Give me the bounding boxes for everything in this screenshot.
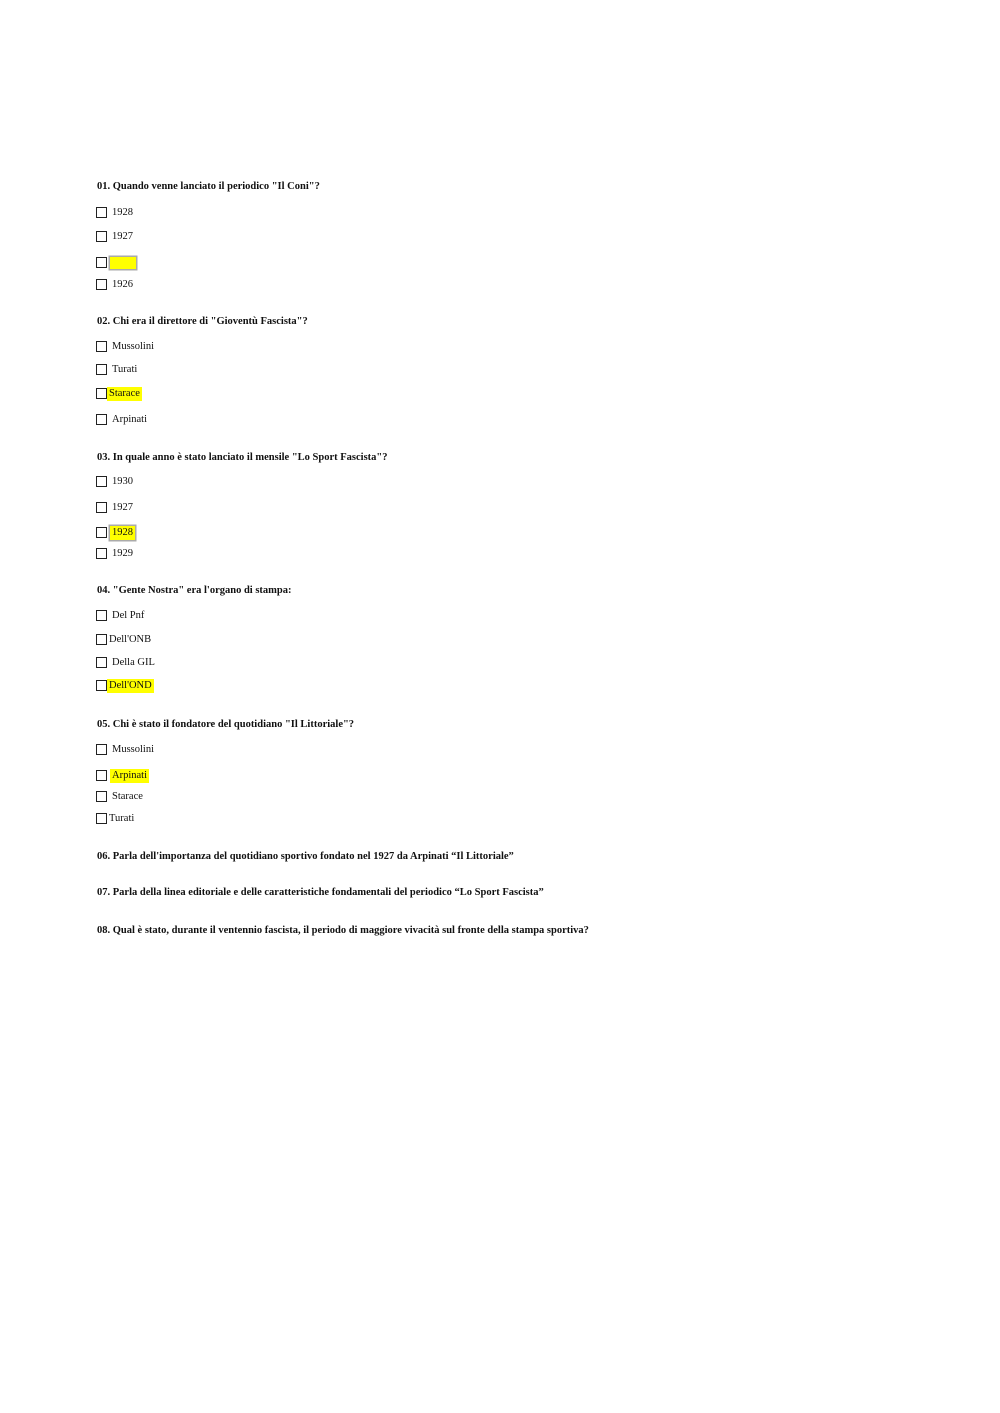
- checkbox[interactable]: [96, 476, 107, 487]
- option-3-b[interactable]: 1927: [96, 500, 135, 515]
- checkbox[interactable]: [96, 548, 107, 559]
- option-4-a[interactable]: Del Pnf: [96, 608, 146, 623]
- option-1-d[interactable]: 1926: [96, 277, 135, 292]
- checkbox[interactable]: [96, 791, 107, 802]
- question-5-text: 05. Chi è stato il fondatore del quotidiano "Il Littoriale"?: [97, 719, 355, 730]
- question-1-text: 01. Quando venne lanciato il periodico "Il Coni"?: [97, 181, 320, 192]
- checkbox[interactable]: [96, 657, 107, 668]
- question-4-text: 04. "Gente Nostra" era l'organo di stampa:: [97, 585, 292, 596]
- checkbox[interactable]: [96, 388, 107, 399]
- checkbox[interactable]: [96, 279, 107, 290]
- checkbox[interactable]: [96, 502, 107, 513]
- option-2-b[interactable]: Turati: [96, 362, 139, 377]
- option-5-c[interactable]: Starace: [96, 789, 145, 804]
- question-2-text: 02. Chi era il direttore di "Gioventù Fascista"?: [97, 316, 308, 327]
- option-1-c[interactable]: [96, 255, 136, 270]
- option-1-b[interactable]: 1927: [96, 229, 135, 244]
- option-4-d[interactable]: Dell'OND: [96, 678, 154, 693]
- question-7-text: 07. Parla della linea editoriale e delle caratteristiche fondamentali del periodico “Lo Sport Fascista”: [97, 887, 544, 898]
- option-5-a[interactable]: Mussolini: [96, 742, 156, 757]
- option-5-b[interactable]: Arpinati: [96, 768, 149, 783]
- question-8-text: 08. Qual è stato, durante il ventennio fascista, il periodo di maggiore vivacità sul fronte della stampa sportiva?: [97, 925, 589, 936]
- checkbox[interactable]: [96, 813, 107, 824]
- question-6-text: 06. Parla dell'importanza del quotidiano sportivo fondato nel 1927 da Arpinati “Il Littoriale”: [97, 851, 514, 862]
- checkbox[interactable]: [96, 341, 107, 352]
- checkbox[interactable]: [96, 414, 107, 425]
- checkbox[interactable]: [96, 231, 107, 242]
- option-2-c[interactable]: Starace: [96, 386, 142, 401]
- checkbox[interactable]: [96, 680, 107, 691]
- option-3-c[interactable]: 1928: [96, 525, 135, 540]
- option-2-d[interactable]: Arpinati: [96, 412, 149, 427]
- checkbox[interactable]: [96, 610, 107, 621]
- option-5-d[interactable]: Turati: [96, 811, 136, 826]
- option-3-d[interactable]: 1929: [96, 546, 135, 561]
- checkbox[interactable]: [96, 364, 107, 375]
- option-1-a[interactable]: 1928: [96, 205, 135, 220]
- checkbox[interactable]: [96, 634, 107, 645]
- option-4-c[interactable]: Della GIL: [96, 655, 157, 670]
- checkbox[interactable]: [96, 257, 107, 268]
- option-4-b[interactable]: Dell'ONB: [96, 632, 153, 647]
- option-3-a[interactable]: 1930: [96, 474, 135, 489]
- checkbox[interactable]: [96, 770, 107, 781]
- question-3-text: 03. In quale anno è stato lanciato il mensile "Lo Sport Fascista"?: [97, 452, 388, 463]
- checkbox[interactable]: [96, 527, 107, 538]
- checkbox[interactable]: [96, 207, 107, 218]
- option-2-a[interactable]: Mussolini: [96, 339, 156, 354]
- checkbox[interactable]: [96, 744, 107, 755]
